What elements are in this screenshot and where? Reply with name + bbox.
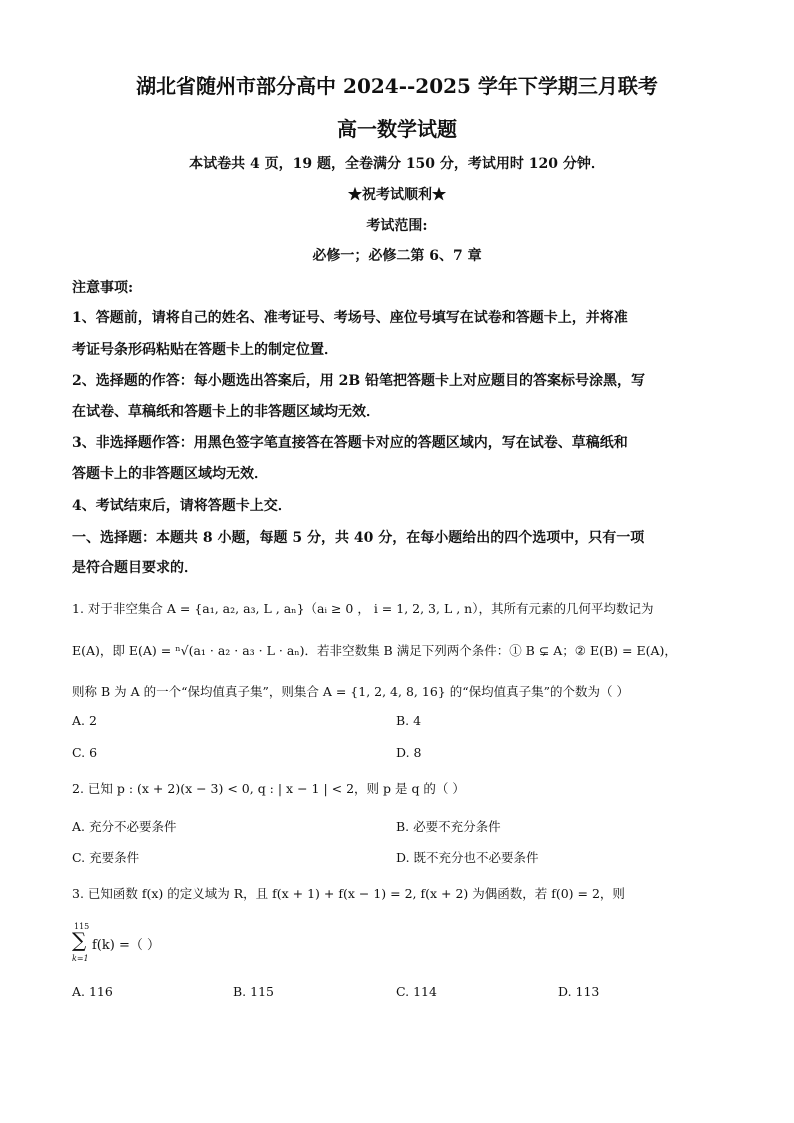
exam-title: 湖北省随州市部分高中 2024--2025 学年下学期三月联考 bbox=[136, 74, 658, 98]
notes-heading: 注意事项: bbox=[72, 280, 134, 296]
q3-stem: 3. 已知函数 f(x) 的定义域为 R，且 f(x + 1) + f(x − 1) = 2, f(x + 2) 为偶函数，若 f(0) = 2，则 bbox=[72, 886, 625, 901]
sigma-symbol: ∑ bbox=[72, 928, 87, 952]
sum-body: f(k) =（ ） bbox=[92, 938, 160, 953]
note-line: 3、非选择题作答：用黑色签字笔直接答在答题卡对应的答题区域内，写在试卷、草稿纸和 bbox=[72, 435, 628, 451]
exam-subtitle: 高一数学试题 bbox=[337, 117, 457, 141]
q1-option-d: D. 8 bbox=[396, 745, 422, 760]
q3-option-c: C. 114 bbox=[396, 984, 437, 999]
q2-option-c: C. 充要条件 bbox=[72, 850, 140, 865]
q2-option-d: D. 既不充分也不必要条件 bbox=[396, 850, 539, 865]
exam-info: 本试卷共 4 页，19 题，全卷满分 150 分，考试用时 120 分钟． bbox=[189, 156, 605, 172]
note-line: 2、选择题的作答：每小题选出答案后，用 2B 铅笔把答题卡上对应题目的答案标号涂黑，写 bbox=[72, 373, 646, 389]
sum-upper-limit: 115 bbox=[74, 922, 90, 931]
q1-option-b: B. 4 bbox=[396, 713, 422, 728]
q1-stem-line: E(A)，即 E(A) = ⁿ√(a₁ · a₂ · a₃ · L · aₙ)．若非空数集 B 满足下列两个条件：① B ⊊ A；② E(B) = E(A)， bbox=[72, 643, 677, 658]
scope-text: 必修一；必修二第 6、7 章 bbox=[312, 248, 482, 264]
note-line: 4、考试结束后，请将答题卡上交． bbox=[72, 498, 292, 514]
note-line: 答题卡上的非答题区域均无效． bbox=[72, 466, 268, 482]
scope-label: 考试范围: bbox=[366, 218, 428, 234]
q2-option-b: B. 必要不充分条件 bbox=[396, 819, 501, 834]
note-line: 1、答题前，请将自己的姓名、准考证号、考场号、座位号填写在试卷和答题卡上，并将准 bbox=[72, 310, 628, 326]
q3-option-d: D. 113 bbox=[558, 984, 600, 999]
q1-option-c: C. 6 bbox=[72, 745, 98, 760]
note-line: 考证号条形码粘贴在答题卡上的制定位置． bbox=[72, 342, 338, 358]
note-line: 在试卷、草稿纸和答题卡上的非答题区域均无效． bbox=[72, 404, 380, 420]
q2-stem: 2. 已知 p : (x + 2)(x − 3) < 0, q : | x − 1 | < 2，则 p 是 q 的（ ） bbox=[72, 781, 465, 796]
q2-option-a: A. 充分不必要条件 bbox=[72, 819, 177, 834]
q3-option-a: A. 116 bbox=[72, 984, 113, 999]
sum-lower-limit: k=1 bbox=[72, 954, 89, 963]
q3-option-b: B. 115 bbox=[233, 984, 274, 999]
q1-option-a: A. 2 bbox=[72, 713, 97, 728]
q3-summation bbox=[72, 922, 192, 966]
q1-stem-line: 1. 对于非空集合 A = {a₁, a₂, a₃, L , aₙ}（aᵢ ≥ 0 ， i = 1, 2, 3, L , n），其所有元素的几何平均数记为 bbox=[72, 601, 654, 616]
section-heading: 一、选择题：本题共 8 小题，每题 5 分，共 40 分，在每小题给出的四个选项中，只有一项 bbox=[72, 530, 645, 546]
q1-stem-line: 则称 B 为 A 的一个“保均值真子集”，则集合 A = {1, 2, 4, 8, 16} 的“保均值真子集”的个数为（ ） bbox=[72, 684, 629, 699]
section-heading-cont: 是符合题目要求的． bbox=[72, 560, 198, 576]
exam-wish: ★祝考试顺利★ bbox=[348, 187, 446, 203]
